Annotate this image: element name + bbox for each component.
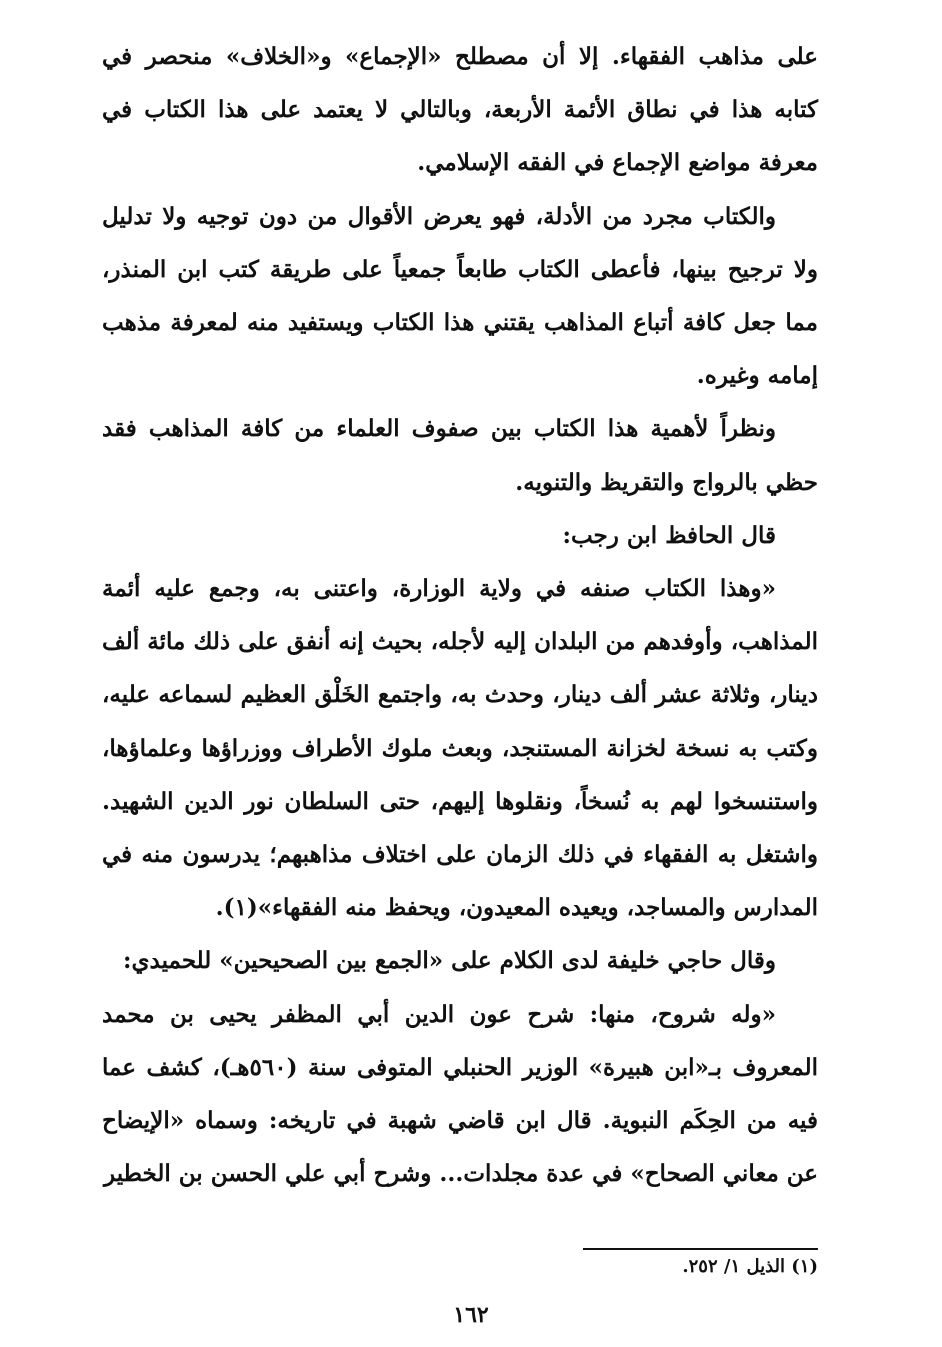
paragraph-2: والكتاب مجرد من الأدلة، فهو يعرض الأقوال من دون توجيه ولا تدليل ولا ترجيح بينها، فأعطى الكتاب طابعاً جمعياً على طريقة كتب ابن المنذر، مما جعل كافة أتباع المذاهب يقتني هذا الكتاب ويستفيد منه لمعرفة مذهب إمامه وغيره.	[102, 202, 818, 390]
paragraph-6: وقال حاجي خليفة لدى الكلام على «الجمع بين الصحيحين» للحميدي:	[123, 947, 776, 975]
page-number: ١٦٢	[453, 1302, 489, 1328]
footnote-divider	[583, 1248, 818, 1250]
paragraph-quote-haji-khalifa: «وله شروح، منها: شرح عون الدين أبي المظفر يحيى بن محمد المعروف بـ«ابن هبيرة» الوزير الحنبلي المتوفى سنة (٥٦٠هـ)، كشف عما فيه من الحِكَم النبوية. قال ابن قاضي شهبة في تاريخه: وسماه «الإيضاح عن معاني الصحاح» في عدة مجلدات... وشرح أبي علي الحسن بن الخطير	[102, 1000, 818, 1188]
paragraph-3: ونظراً لأهمية هذا الكتاب بين صفوف العلماء من كافة المذاهب فقد حظي بالرواج والتقريظ والتنويه.	[102, 415, 818, 496]
paragraph-1: على مذاهب الفقهاء. إلا أن مصطلح «الإجماع» و«الخلاف» منحصر في كتابه هذا في نطاق الأئمة الأربعة، وبالتالي لا يعتمد على هذا الكتاب في معرفة مواضع الإجماع في الفقه الإسلامي.	[102, 43, 818, 177]
main-text	[102, 30, 818, 1200]
footnote: (١) الذيل ١/ ٢٥٢.	[682, 1256, 818, 1277]
paragraph-quote-ibn-rajab: «وهذا الكتاب صنفه في ولاية الوزارة، واعتنى به، وجمع عليه أئمة المذاهب، وأوفدهم من البلدان إليه لأجله، بحيث إنه أنفق على ذلك مائة ألف دينار، وثلاثة عشر ألف دينار، وحدث به، واجتمع الخَلْق العظيم لسماعه عليه، وكتب به نسخة لخزانة المستنجد، وبعث ملوك الأطراف ووزراؤها وعلماؤها، واستنسخوا لهم به نُسخاً، ونقلوها إليهم، حتى السلطان نور الدين الشهيد. واشتغل به الفقهاء في ذلك الزمان على اختلاف مذاهبهم؛ يدرسون منه في المدارس والمساجد، ويعيده المعيدون، ويحفظ منه الفقهاء»(١).	[102, 575, 818, 922]
paragraph-4: قال الحافظ ابن رجب:	[562, 521, 776, 549]
